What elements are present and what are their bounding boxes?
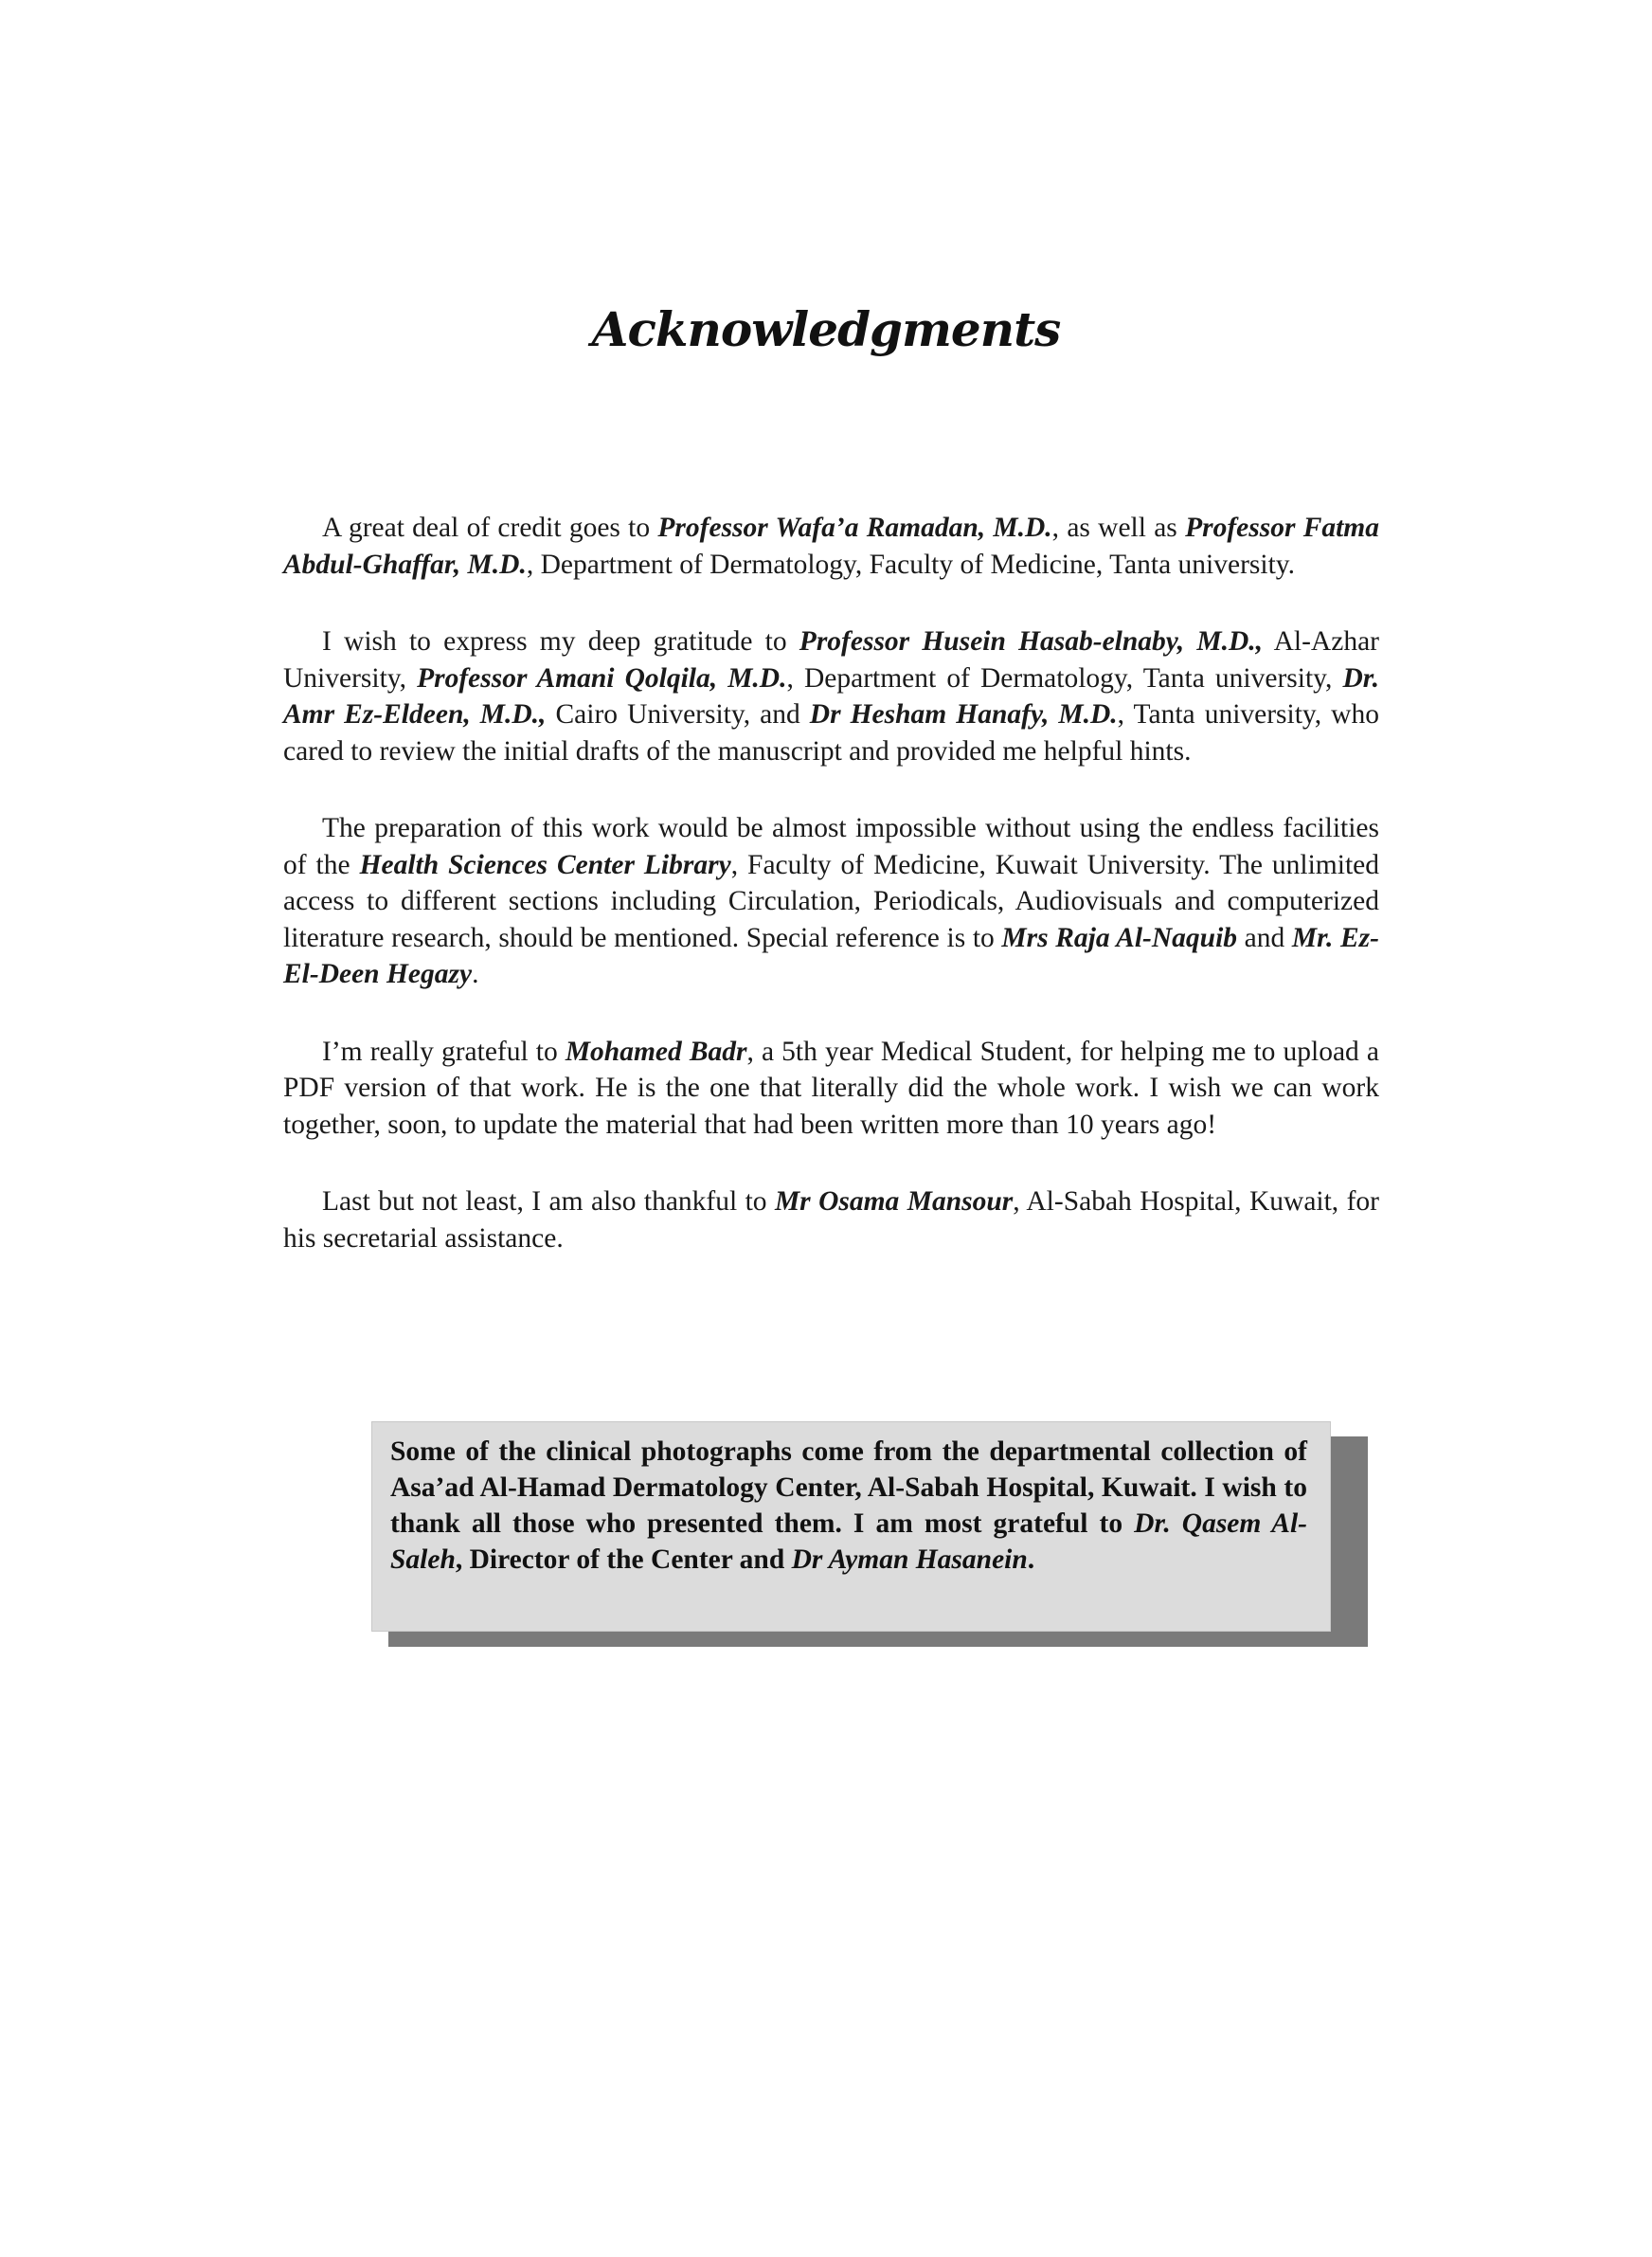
acknowledgment-body [283, 510, 1379, 1297]
person-name: Dr. Qasem Al-Saleh [390, 1508, 1307, 1575]
text-run: , Director of the Center and [455, 1544, 792, 1575]
text-run: . [472, 959, 479, 989]
person-name: Professor Husein Hasab-elnaby, M.D., [799, 626, 1264, 657]
text-run: The preparation of this work would be almost impossible without using the endless facilities of the [283, 813, 1379, 880]
page-title: Acknowledgments [591, 301, 1061, 357]
text-run: , Faculty of Medicine, Kuwait University. The unlimited access to different sections including Circulation, Periodicals, Audiovisuals and computerized literature research, should be mentioned. Special reference is to [283, 849, 1379, 953]
text-run: Some of the clinical photographs come from the departmental collection of Asa’ad Al-Hamad Dermatology Center, Al-Sabah Hospital, Kuwait. I wish to thank all those who presented them. I am most grateful to [390, 1436, 1307, 1539]
text-run: , as well as [1051, 513, 1186, 543]
paragraph-gratitude [283, 623, 1379, 769]
text-run: . [1027, 1544, 1035, 1575]
person-name: Professor Wafa’a Ramadan, M.D. [657, 513, 1052, 543]
text-run: Cairo University, and [546, 699, 810, 730]
person-name: Mr. Ez-El-Deen Hegazy [283, 922, 1379, 989]
text-run: and [1237, 922, 1292, 953]
person-name: Mohamed Badr [565, 1036, 747, 1067]
person-name: Dr. Amr Ez-Eldeen, M.D., [283, 662, 1379, 730]
paragraph-credit [283, 510, 1379, 583]
person-name: Professor Fatma Abdul-Ghaffar, M.D. [283, 513, 1380, 580]
person-name: Professor Amani Qolqila, M.D. [417, 662, 787, 694]
text-run: Al-Azhar University, [283, 626, 1379, 694]
text-run: , Department of Dermatology, Faculty of Medicine, Tanta university. [526, 549, 1295, 580]
text-run: Last but not least, I am also thankful to [322, 1186, 775, 1217]
paragraph-library [283, 810, 1379, 993]
paragraph-secretarial [283, 1183, 1379, 1256]
text-run: I’m really grateful to [322, 1036, 566, 1067]
photo-credit-note [371, 1421, 1331, 1632]
text-run: A great deal of credit goes to [322, 513, 658, 543]
text-run: , Al-Sabah Hospital, Kuwait, for his secretarial assistance. [283, 1186, 1379, 1254]
person-name: Dr Ayman Hasanein [791, 1544, 1028, 1575]
person-name: Dr Hesham Hanafy, M.D. [809, 699, 1118, 730]
text-run: , Department of Dermatology, Tanta university, [786, 662, 1343, 694]
person-name: Mr Osama Mansour [774, 1186, 1014, 1217]
person-name: Mrs Raja Al-Naquib [1001, 922, 1238, 953]
text-run: , Tanta university, who cared to review the initial drafts of the manuscript and provided me helpful hints. [283, 699, 1379, 767]
library-name: Health Sciences Center Library [359, 849, 731, 880]
note-text [390, 1434, 1307, 1578]
paragraph-pdf-version [283, 1034, 1379, 1144]
text-run: , a 5th year Medical Student, for helping me to upload a PDF version of that work. He is the one that literally did the whole work. I wish we can work together, soon, to update the material that had been written more than 10 years ago! [283, 1036, 1379, 1140]
text-run: I wish to express my deep gratitude to [322, 626, 799, 657]
